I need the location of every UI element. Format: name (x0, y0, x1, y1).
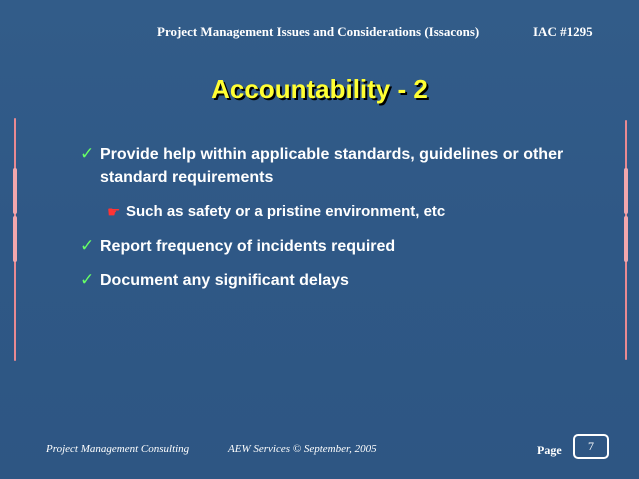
bullet-item (80, 235, 600, 258)
left-decorative-mark (13, 216, 17, 262)
right-decorative-mark (624, 168, 628, 214)
footer-copyright: AEW Services © September, 2005 (228, 443, 377, 455)
page-number: 7 (588, 439, 594, 453)
sub-bullet-item (107, 201, 600, 223)
left-decorative-mark (13, 168, 17, 214)
bullet-text: Document any significant delays (100, 272, 349, 289)
pointing-hand-icon: ☛ (107, 203, 121, 221)
header-title: Project Management Issues and Considerations (Issacons) (157, 24, 480, 39)
header-document-id: IAC #1295 (533, 24, 593, 39)
right-decorative-mark (624, 216, 628, 262)
bullet-list (80, 143, 600, 292)
page-number-box (573, 434, 609, 459)
slide-title: Accountability - 2 (211, 74, 428, 104)
check-icon: ✓ (80, 144, 95, 164)
check-icon: ✓ (80, 270, 95, 290)
footer-company: Project Management Consulting (46, 443, 190, 455)
bullet-text: Provide help within applicable standards, guidelines or other standard requirements (100, 146, 564, 186)
bullet-item (80, 269, 600, 292)
sub-bullet-text: Such as safety or a pristine environment, etc (126, 203, 446, 220)
check-icon: ✓ (80, 236, 95, 256)
page-label: Page (537, 443, 562, 457)
bullet-text: Report frequency of incidents required (100, 238, 396, 255)
bullet-item (80, 143, 600, 189)
